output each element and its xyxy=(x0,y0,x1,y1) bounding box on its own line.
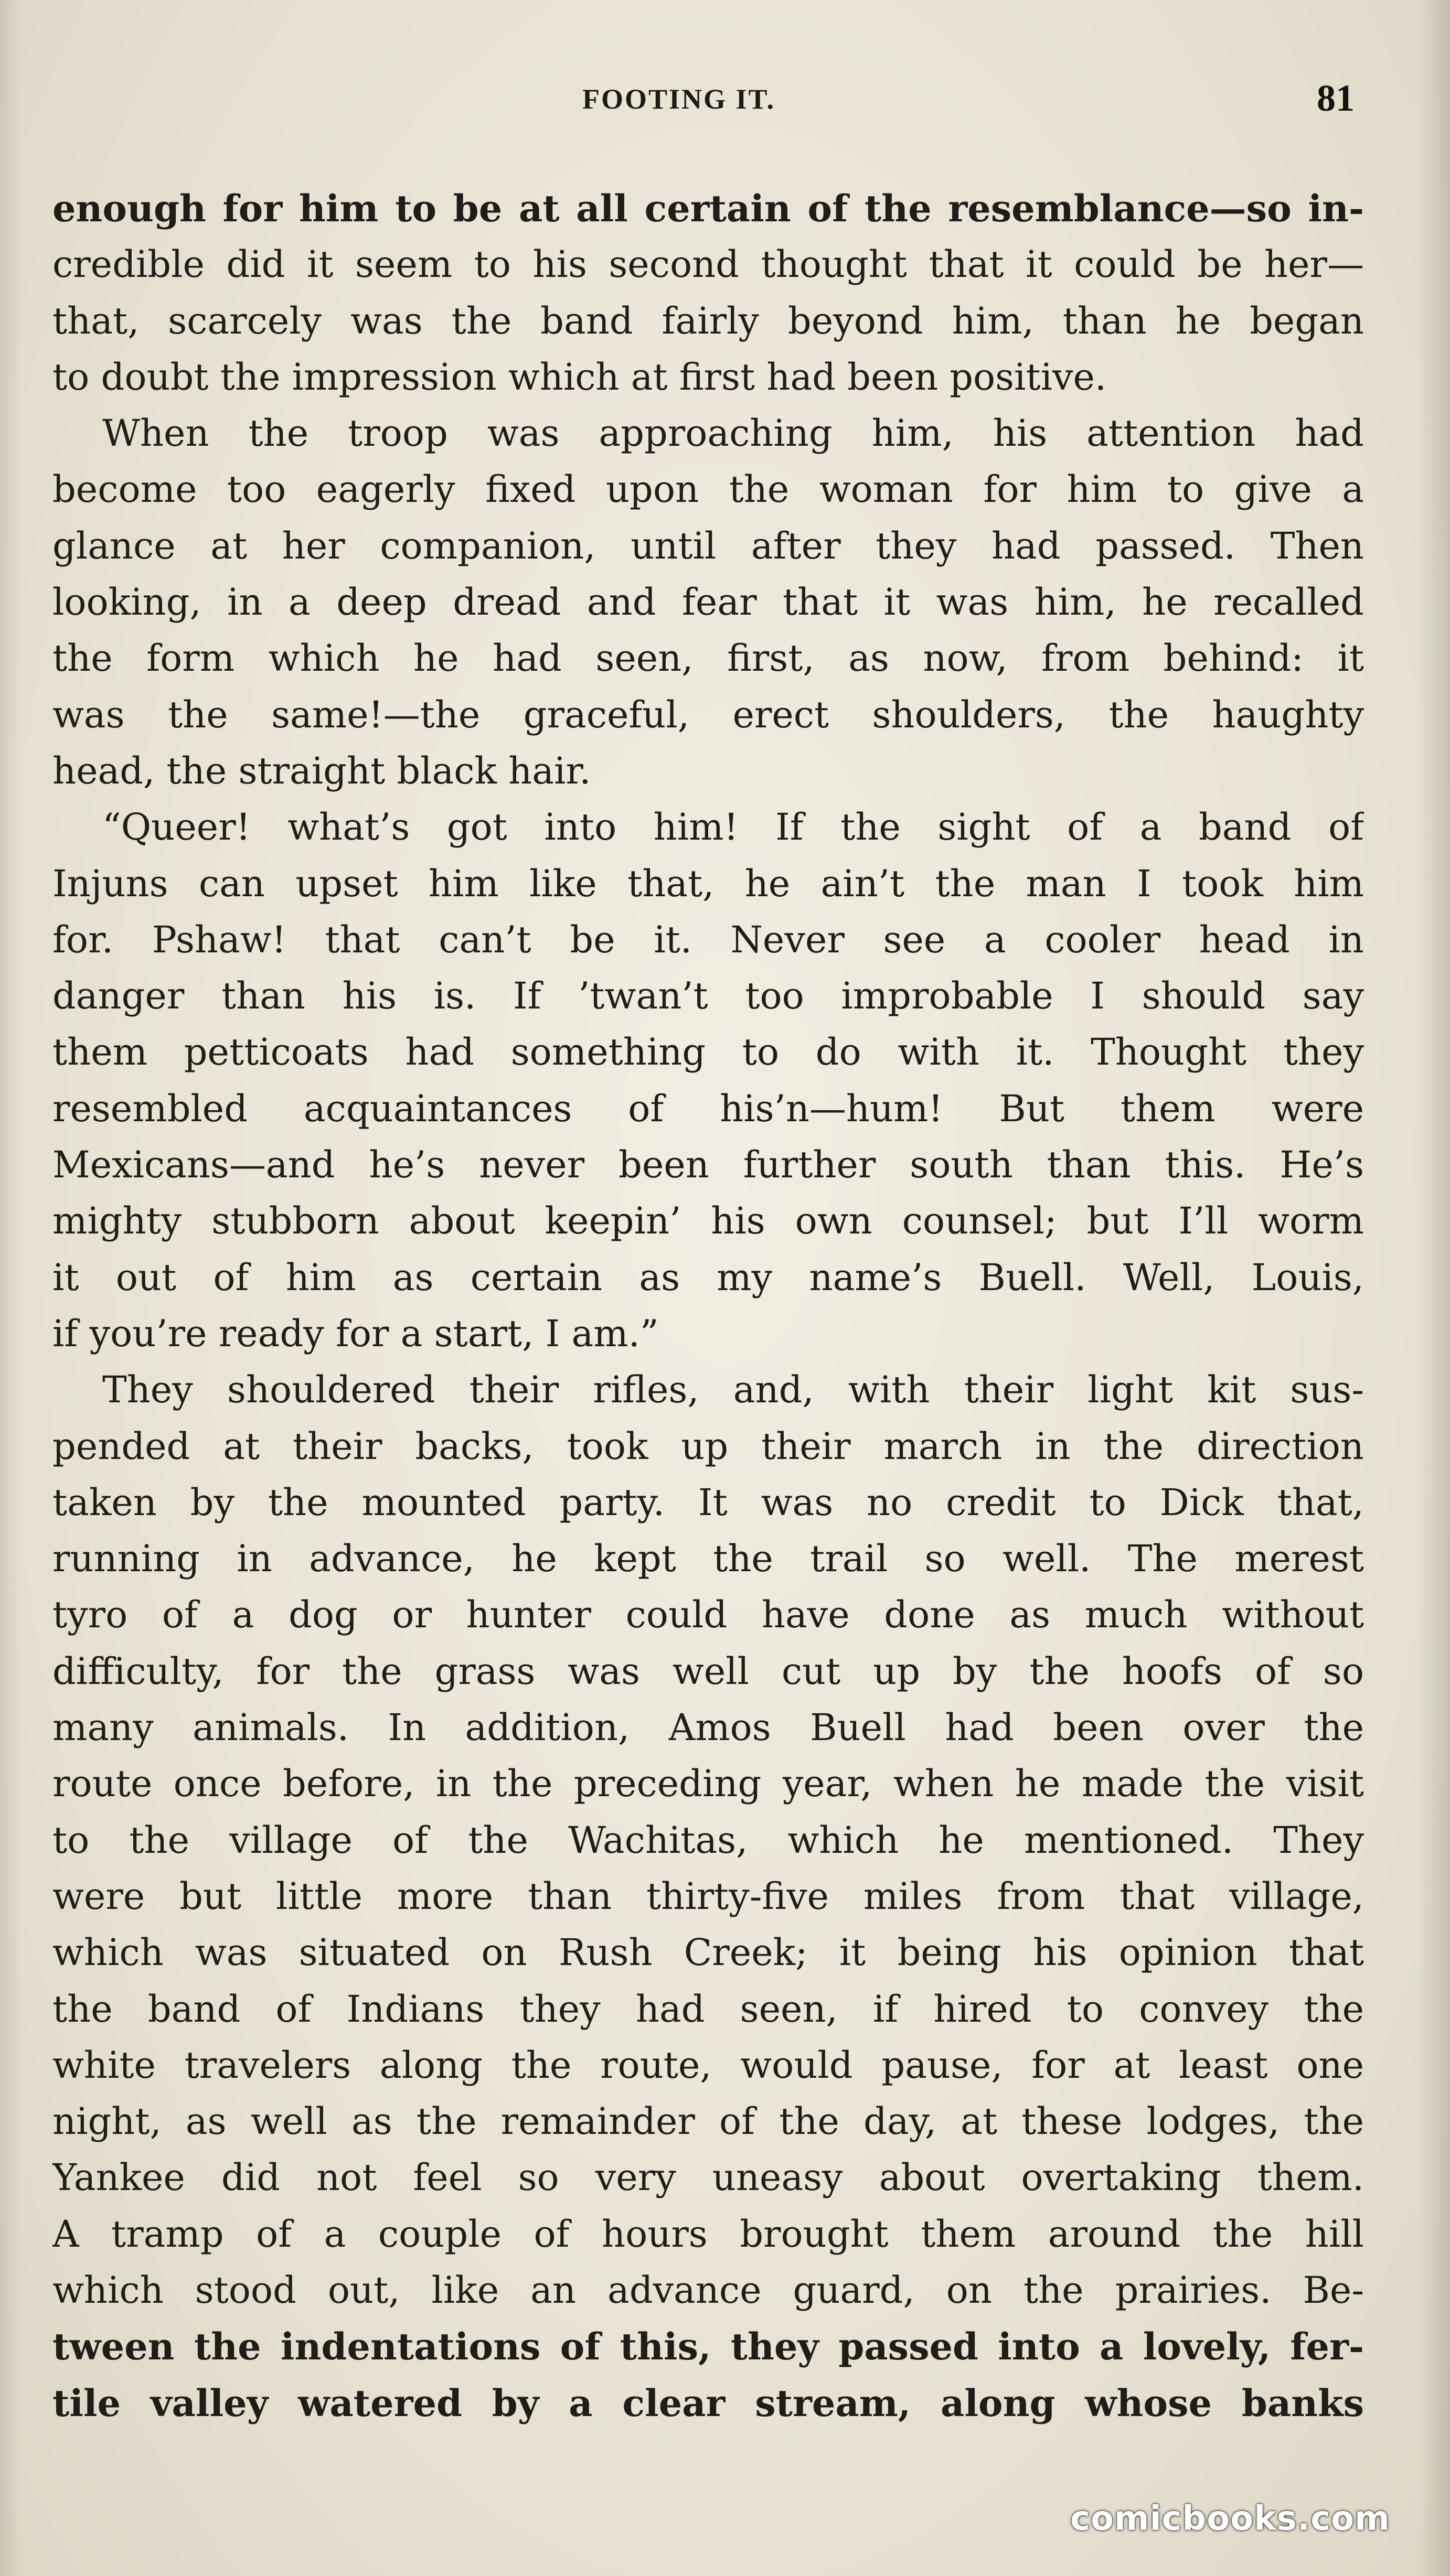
text-line: Mexicans—and he’s never been further south than this. He’s xyxy=(52,1143,1364,1187)
text-line: become too eagerly fixed upon the woman for him to give a xyxy=(52,468,1364,511)
page-edge-shadow-left xyxy=(0,0,21,2576)
text-line: the band of Indians they had seen, if hired to convey the xyxy=(52,1987,1364,2031)
text-line: route once before, in the preceding year, when he made the visit xyxy=(52,1762,1364,1806)
text-line: tween the indentations of this, they passed into a lovely, fer- xyxy=(52,2325,1364,2369)
text-line: running in advance, he kept the trail so well. The merest xyxy=(52,1537,1364,1581)
text-line: resembled acquaintances of his’n—hum! But them were xyxy=(52,1087,1364,1130)
text-line: them petticoats had something to do with it. Thought they xyxy=(52,1031,1364,1074)
text-line: for. Pshaw! that can’t be it. Never see a cooler head in xyxy=(52,918,1364,961)
text-line: danger than his is. If ’twan’t too improbable I should say xyxy=(52,974,1364,1018)
text-line: When the troop was approaching him, his attention had xyxy=(102,412,1364,455)
text-line: Yankee did not feel so very uneasy about overtaking them. xyxy=(52,2156,1364,2199)
running-head: FOOTING IT. xyxy=(582,83,776,115)
watermark: comicbooks.com xyxy=(1070,2499,1390,2538)
text-line: pended at their backs, took up their march in the direction xyxy=(52,1424,1364,1468)
text-line: many animals. In addition, Amos Buell had been over the xyxy=(52,1706,1364,1749)
text-line: head, the straight black hair. xyxy=(52,749,591,792)
text-line: glance at her companion, until after they had passed. Then xyxy=(52,524,1364,567)
page-edge-shadow-right xyxy=(1419,0,1450,2576)
text-line: tile valley watered by a clear stream, along whose banks xyxy=(52,2381,1364,2425)
text-line: night, as well as the remainder of the day, at these lodges, the xyxy=(52,2100,1364,2143)
text-line: enough for him to be at all certain of the resemblance—so in- xyxy=(52,187,1364,230)
text-line: that, scarcely was the band fairly beyond him, than he began xyxy=(52,299,1364,342)
page-number: 81 xyxy=(1317,77,1355,119)
text-line: “Queer! what’s got into him! If the sight of a band of xyxy=(102,806,1364,849)
text-line: mighty stubborn about keepin’ his own counsel; but I’ll worm xyxy=(52,1199,1364,1243)
text-line: difficulty, for the grass was well cut up by the hoofs of so xyxy=(52,1649,1364,1693)
text-line: which stood out, like an advance guard, on the prairies. Be- xyxy=(52,2268,1364,2312)
text-line: taken by the mounted party. It was no credit to Dick that, xyxy=(52,1480,1364,1524)
text-line: if you’re ready for a start, I am.” xyxy=(52,1312,659,1355)
text-line: A tramp of a couple of hours brought them around the hill xyxy=(52,2212,1364,2256)
text-line: tyro of a dog or hunter could have done as much without xyxy=(52,1593,1364,1637)
text-line: Injuns can upset him like that, he ain’t the man I took him xyxy=(52,862,1364,905)
text-line: to doubt the impression which at first had been positive. xyxy=(52,355,1107,399)
text-line: were but little more than thirty-five miles from that village, xyxy=(52,1874,1364,1918)
text-line: white travelers along the route, would pause, for at least one xyxy=(52,2043,1364,2087)
text-line: credible did it seem to his second thought that it could be her— xyxy=(52,243,1364,286)
text-line: to the village of the Wachitas, which he mentioned. They xyxy=(52,1818,1364,1862)
body-text xyxy=(52,180,1364,2431)
text-line: which was situated on Rush Creek; it being his opinion that xyxy=(52,1931,1364,1974)
text-line: it out of him as certain as my name’s Buell. Well, Louis, xyxy=(52,1255,1364,1299)
text-line: They shouldered their rifles, and, with their light kit sus- xyxy=(102,1368,1364,1412)
text-line: looking, in a deep dread and fear that it was him, he recalled xyxy=(52,581,1364,624)
text-line: the form which he had seen, first, as now, from behind: it xyxy=(52,637,1364,680)
text-line: was the same!—the graceful, erect shoulders, the haughty xyxy=(52,693,1364,736)
